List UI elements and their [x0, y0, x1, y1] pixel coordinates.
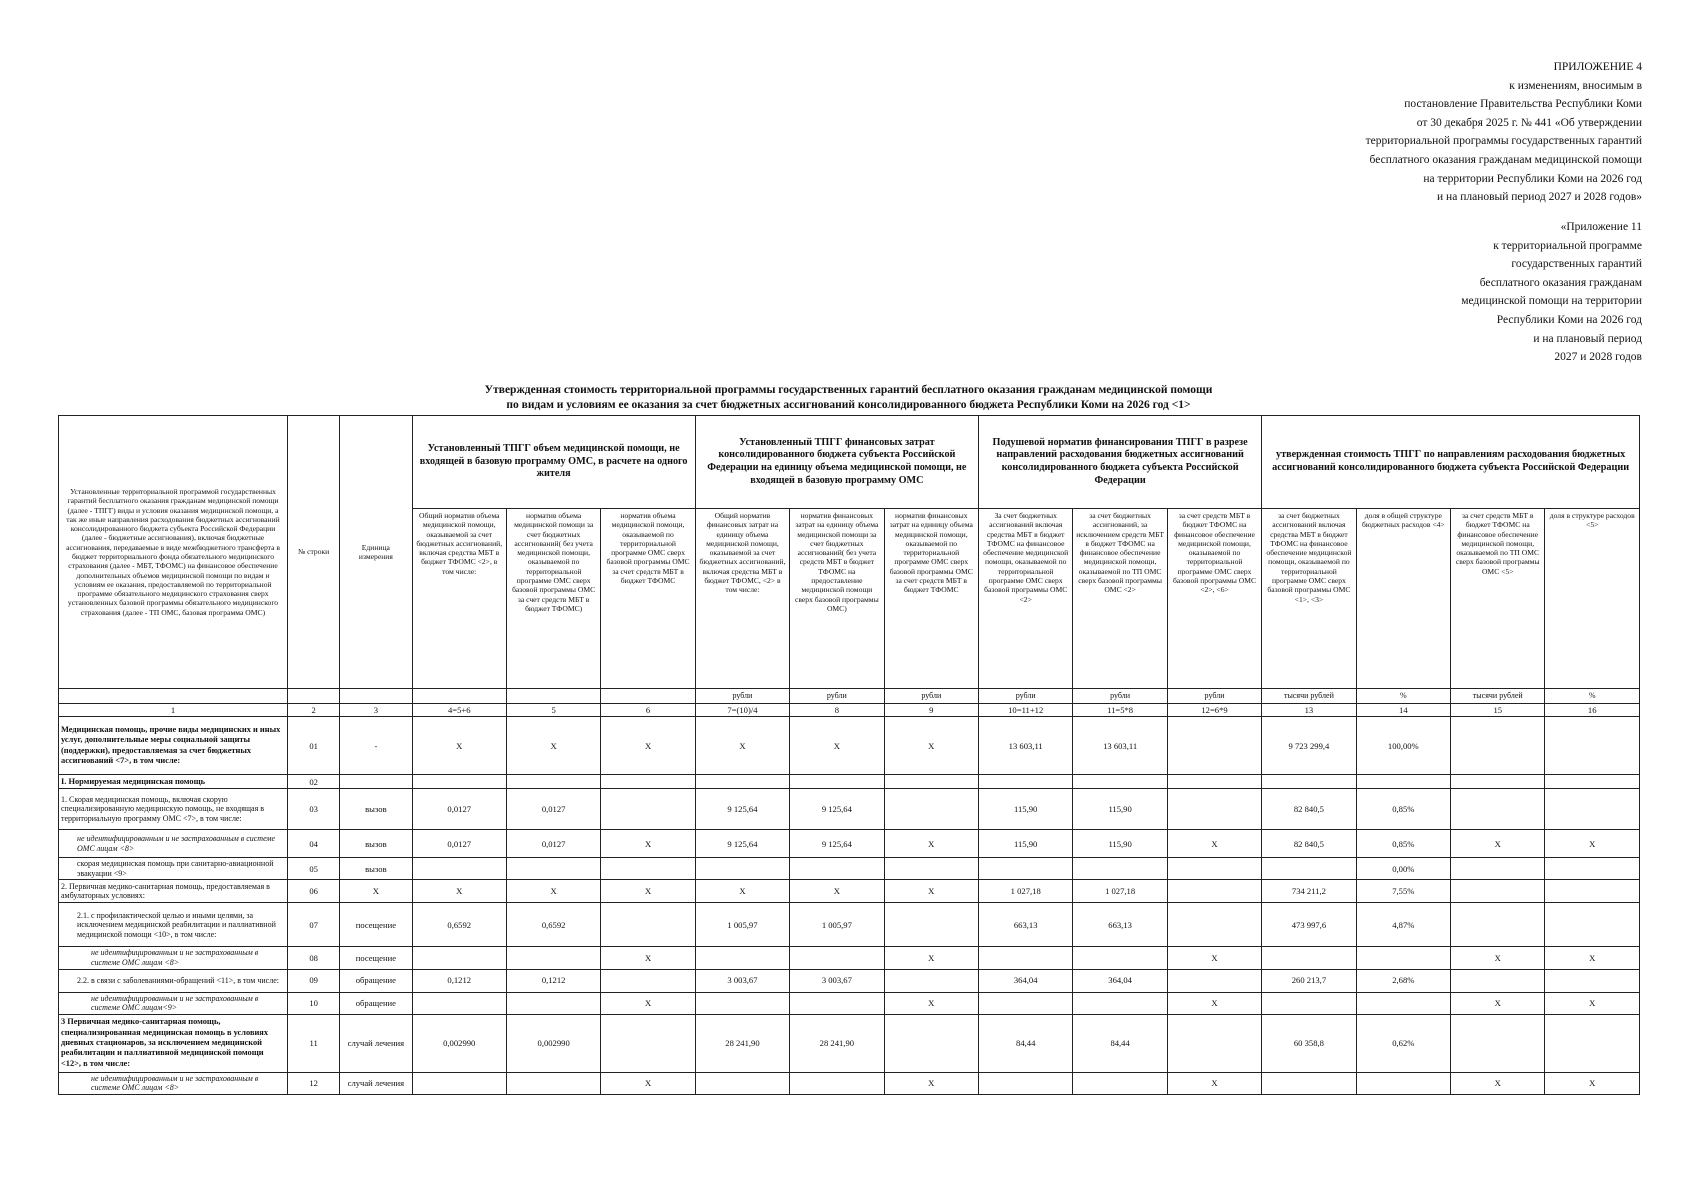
row-unit: вызов: [340, 789, 412, 830]
value-cell: [506, 992, 600, 1014]
row-number: 08: [288, 947, 340, 969]
header-row-number: № строки: [288, 416, 340, 689]
column-number-cell: 5: [506, 704, 600, 717]
sub-appendix-line: «Приложение 11: [1560, 221, 1642, 233]
value-cell: 1 005,97: [695, 903, 789, 947]
row-unit: X: [340, 880, 412, 903]
row-number: 10: [288, 992, 340, 1014]
value-cell: 0,85%: [1356, 830, 1450, 858]
value-cell: 84,44: [1073, 1014, 1167, 1072]
column-number-cell: 13: [1262, 704, 1356, 717]
value-cell: 1 005,97: [790, 903, 884, 947]
row-label: не идентифицированным и не застрахованным в системе ОМС лицам <8>: [59, 830, 288, 858]
value-cell: [695, 1072, 789, 1094]
value-cell: [1073, 775, 1167, 789]
title-line-2: по видам и условиям ее оказания за счет бюджетных ассигнований консолидированного бюджета Республики Коми на 2026 год <1>: [506, 399, 1191, 411]
table-row: [59, 789, 1640, 830]
value-cell: [1451, 969, 1545, 992]
table-row: [59, 880, 1640, 903]
value-cell: 663,13: [1073, 903, 1167, 947]
sub-header-cell: Общий норматив объема медицинской помощи, оказываемой за счет бюджетных ассигнований, включая средства МБТ в бюджет ТФОМС <2>, в том числе:: [412, 509, 506, 689]
row-label: не идентифицированным и не застрахованным в системе ОМС лицам <8>: [59, 1072, 288, 1094]
value-cell: [790, 1072, 884, 1094]
appendix-line: постановление Правительства Республики Коми: [1404, 98, 1642, 111]
row-number: 11: [288, 1014, 340, 1072]
value-cell: 1 027,18: [979, 880, 1073, 903]
value-cell: [1356, 947, 1450, 969]
sub-header-cell: норматив финансовых затрат на единицу объема медицинской помощи за счет бюджетных ассигнований( без учета средств МБТ в бюджет ТФОМС на предоставление медицинской помощи сверх базовой программы ОМС): [790, 509, 884, 689]
value-cell: 84,44: [979, 1014, 1073, 1072]
row-unit: случай лечения: [340, 1014, 412, 1072]
row-label: скорая медицинская помощь при санитарно-авиационной эвакуации <9>: [59, 858, 288, 880]
value-cell: [979, 858, 1073, 880]
row-number: 03: [288, 789, 340, 830]
value-cell: 4,87%: [1356, 903, 1450, 947]
value-cell: [884, 969, 978, 992]
value-cell: [1167, 717, 1261, 775]
unit-cell: рубли: [1167, 689, 1261, 704]
value-cell: 28 241,90: [790, 1014, 884, 1072]
value-cell: [790, 992, 884, 1014]
value-cell: X: [695, 880, 789, 903]
value-cell: [790, 858, 884, 880]
value-cell: [1167, 775, 1261, 789]
value-cell: 9 125,64: [790, 789, 884, 830]
value-cell: [1451, 717, 1545, 775]
sub-header-cell: Общий норматив финансовых затрат на единицу объема медицинской помощи, оказываемой за счет бюджетных ассигнований, включая средства МБТ в бюджет ТФОМС, <2> в том числе:: [695, 509, 789, 689]
value-cell: [1262, 992, 1356, 1014]
value-cell: [695, 992, 789, 1014]
value-cell: 115,90: [979, 789, 1073, 830]
table-row: [59, 903, 1640, 947]
value-cell: [884, 789, 978, 830]
value-cell: X: [1167, 830, 1261, 858]
value-cell: 9 125,64: [695, 789, 789, 830]
value-cell: [1262, 858, 1356, 880]
sub-header-cell: за счет средств МБТ в бюджет ТФОМС на финансовое обеспечение медицинской помощи, оказываемой по территориальной программе ОМС сверх базовой программы ОМС <2>, <6>: [1167, 509, 1261, 689]
unit-cell: %: [1545, 689, 1640, 704]
value-cell: [1167, 1014, 1261, 1072]
cost-table: [58, 415, 1640, 1095]
value-cell: [884, 903, 978, 947]
value-cell: [506, 1072, 600, 1094]
table-row: [59, 992, 1640, 1014]
header-unit: Единица измерения: [340, 416, 412, 689]
title-line-1: Утвержденная стоимость территориальной программы государственных гарантий бесплатного оказания гражданам медицинской помощи: [484, 384, 1213, 396]
appendix-line: и на плановый период 2027 и 2028 годов»: [1437, 191, 1642, 204]
column-number-cell: 1: [59, 704, 288, 717]
sub-header-cell: за счет бюджетных ассигнований включая средства МБТ в бюджет ТФОМС на финансовое обеспечение медицинской помощи, оказываемой по территориальной программе ОМС сверх базовой программы ОМС <1>, <3>: [1262, 509, 1356, 689]
value-cell: 115,90: [979, 830, 1073, 858]
row-label: 1. Скорая медицинская помощь, включая скорую специализированную медицинскую помощь, не входящая в территориальную программу ОМС <7>, в том числе:: [59, 789, 288, 830]
row-number: 07: [288, 903, 340, 947]
value-cell: [1073, 947, 1167, 969]
value-cell: X: [1451, 947, 1545, 969]
value-cell: [1073, 1072, 1167, 1094]
value-cell: X: [884, 717, 978, 775]
value-cell: [1167, 789, 1261, 830]
header-group-cost-per-unit: Установленный ТПГГ финансовых затрат консолидированного бюджета субъекта Российской Федерации на единицу объема медицинской помощи, не входящей в базовую программу ОМС: [695, 416, 978, 509]
value-cell: X: [1451, 1072, 1545, 1094]
value-cell: 1 027,18: [1073, 880, 1167, 903]
value-cell: [601, 903, 695, 947]
row-unit: вызов: [340, 858, 412, 880]
column-number-cell: 4=5+6: [412, 704, 506, 717]
row-label: 2.1. с профилактической целью и иными целями, за исключением медицинской реабилитации и паллиативной медицинской помощи <10>, в том числе:: [59, 903, 288, 947]
appendix-line: бесплатного оказания гражданам медицинской помощи: [1369, 153, 1642, 166]
unit-cell: рубли: [790, 689, 884, 704]
sub-appendix-line: Республики Коми на 2026 год: [1496, 313, 1642, 326]
sub-appendix-block: [1461, 218, 1642, 367]
appendix-line: от 30 декабря 2025 г. № 441 «Об утверждении: [1416, 116, 1642, 129]
sub-appendix-line: 2027 и 2028 годов: [1554, 351, 1642, 364]
value-cell: [1167, 969, 1261, 992]
value-cell: 9 723 299,4: [1262, 717, 1356, 775]
value-cell: X: [884, 1072, 978, 1094]
header-group-per-capita: Подушевой норматив финансирования ТПГГ в разрезе направлений расходования бюджетных ассигнований консолидированного бюджета субъекта Российской Федерации: [979, 416, 1262, 509]
value-cell: 0,85%: [1356, 789, 1450, 830]
row-label: I. Нормируемая медицинская помощь: [59, 775, 288, 789]
value-cell: 0,00%: [1356, 858, 1450, 880]
value-cell: X: [601, 947, 695, 969]
value-cell: [601, 775, 695, 789]
value-cell: [1545, 880, 1640, 903]
appendix-line: к изменениям, вносимым в: [1509, 79, 1642, 92]
value-cell: X: [506, 717, 600, 775]
value-cell: [1167, 858, 1261, 880]
value-cell: 0,0127: [412, 789, 506, 830]
value-cell: X: [884, 947, 978, 969]
column-number-cell: 10=11+12: [979, 704, 1073, 717]
value-cell: 9 125,64: [695, 830, 789, 858]
row-label: не идентифицированным и не застрахованным в системе ОМС лицам <8>: [59, 947, 288, 969]
value-cell: X: [884, 992, 978, 1014]
value-cell: [1545, 789, 1640, 830]
value-cell: [1073, 858, 1167, 880]
value-cell: 0,6592: [412, 903, 506, 947]
sub-header-cell: За счет бюджетных ассигнований включая средства МБТ в бюджет ТФОМС на финансовое обеспечение медицинской помощи, оказываемой по территориальной программе ОМС сверх базовой программы ОМС <2>: [979, 509, 1073, 689]
value-cell: [695, 775, 789, 789]
value-cell: [884, 1014, 978, 1072]
unit-cell: рубли: [1073, 689, 1167, 704]
value-cell: 0,0127: [506, 789, 600, 830]
value-cell: X: [601, 717, 695, 775]
row-unit: обращение: [340, 992, 412, 1014]
value-cell: [1451, 903, 1545, 947]
value-cell: X: [412, 880, 506, 903]
table-row: [59, 775, 1640, 789]
column-number-cell: 11=5*8: [1073, 704, 1167, 717]
value-cell: [790, 775, 884, 789]
value-cell: [1451, 775, 1545, 789]
sub-header-cell: за счет бюджетных ассигнований, за исключением средств МБТ в бюджет ТФОМС на финансовое обеспечение медицинской помощи, оказываемой по ТП ОМС сверх базовой программы ОМС <2>: [1073, 509, 1167, 689]
value-cell: [506, 858, 600, 880]
value-cell: 2,68%: [1356, 969, 1450, 992]
row-number: 04: [288, 830, 340, 858]
value-cell: X: [790, 717, 884, 775]
table-row: [59, 947, 1640, 969]
sub-appendix-line: и на плановый период: [1533, 332, 1642, 345]
row-number: 09: [288, 969, 340, 992]
value-cell: [506, 947, 600, 969]
value-cell: 82 840,5: [1262, 789, 1356, 830]
value-cell: X: [1545, 1072, 1640, 1094]
column-number-cell: 9: [884, 704, 978, 717]
sub-appendix-line: бесплатного оказания гражданам: [1479, 276, 1642, 289]
table-row: [59, 1072, 1640, 1094]
row-number: 01: [288, 717, 340, 775]
table-row: [59, 858, 1640, 880]
value-cell: 3 003,67: [695, 969, 789, 992]
table-row: [59, 1014, 1640, 1072]
value-cell: [412, 775, 506, 789]
value-cell: [412, 858, 506, 880]
row-unit: [340, 775, 412, 789]
value-cell: X: [601, 830, 695, 858]
row-unit: обращение: [340, 969, 412, 992]
value-cell: 734 211,2: [1262, 880, 1356, 903]
value-cell: 0,1212: [412, 969, 506, 992]
row-number: 05: [288, 858, 340, 880]
value-cell: [1356, 1072, 1450, 1094]
document-title: [0, 383, 1697, 413]
value-cell: 9 125,64: [790, 830, 884, 858]
value-cell: 473 997,6: [1262, 903, 1356, 947]
column-number-cell: 16: [1545, 704, 1640, 717]
value-cell: 115,90: [1073, 789, 1167, 830]
value-cell: [884, 858, 978, 880]
sub-header-cell: за счет средств МБТ в бюджет ТФОМС на финансовое обеспечение медицинской помощи, оказываемой по ТП ОМС сверх базовой программы ОМС <5>: [1451, 509, 1545, 689]
row-unit: вызов: [340, 830, 412, 858]
header-group-volume: Установленный ТПГГ объем медицинской помощи, не входящей в базовую программу ОМС, в расчете на одного жителя: [412, 416, 695, 509]
value-cell: 100,00%: [1356, 717, 1450, 775]
value-cell: [1451, 789, 1545, 830]
value-cell: 364,04: [1073, 969, 1167, 992]
value-cell: 260 213,7: [1262, 969, 1356, 992]
value-cell: X: [1167, 992, 1261, 1014]
value-cell: X: [1451, 992, 1545, 1014]
value-cell: 0,002990: [412, 1014, 506, 1072]
value-cell: [1356, 992, 1450, 1014]
value-cell: [412, 947, 506, 969]
header-left-description: Установленные территориальной программой государственных гарантий бесплатного оказания гражданам медицинской помощи (далее - ТПГГ) виды и условия оказания медицинской помощи, а так же иные направления расходования бюджетных ассигнований консолидированного бюджета субъекта Российской Федерации (далее - бюджетные ассигнования), включая бюджетные ассигнования, передаваемые в виде межбюджетного трансферта в бюджет территориального фонда обязательного медицинского страхования (далее - МБТ, ТФОМС) на финансовое обеспечение дополнительных объемов медицинской помощи по видам и условиям ее оказания, предоставляемой по территориальной программе обязательного медицинского страхования сверх установленных базовой программы обязательного медицинского страхования (далее - ТП ОМС, базовая программа ОМС): [59, 416, 288, 689]
unit-cell: %: [1356, 689, 1450, 704]
unit-cell: [59, 689, 288, 704]
value-cell: [1545, 775, 1640, 789]
appendix-block: [1366, 58, 1642, 207]
value-cell: 0,002990: [506, 1014, 600, 1072]
row-unit: случай лечения: [340, 1072, 412, 1094]
value-cell: 13 603,11: [1073, 717, 1167, 775]
unit-cell: [506, 689, 600, 704]
value-cell: X: [884, 880, 978, 903]
value-cell: 7,55%: [1356, 880, 1450, 903]
table-header: [59, 416, 1640, 717]
column-number-cell: 8: [790, 704, 884, 717]
row-label: не идентифицированным и не застрахованным в системе ОМС лицам<9>: [59, 992, 288, 1014]
value-cell: [1451, 880, 1545, 903]
row-number: 12: [288, 1072, 340, 1094]
unit-cell: тысячи рублей: [1451, 689, 1545, 704]
row-label: 2.2. в связи с заболеваниями-обращений <11>, в том числе:: [59, 969, 288, 992]
appendix-line: на территории Республики Коми на 2026 год: [1423, 172, 1642, 185]
value-cell: 28 241,90: [695, 1014, 789, 1072]
column-number-cell: 3: [340, 704, 412, 717]
row-unit: -: [340, 717, 412, 775]
value-cell: 60 358,8: [1262, 1014, 1356, 1072]
unit-cell: [412, 689, 506, 704]
column-numbers-row: [59, 704, 1640, 717]
value-cell: X: [1545, 947, 1640, 969]
value-cell: [1262, 947, 1356, 969]
value-cell: [1545, 903, 1640, 947]
value-cell: X: [1545, 992, 1640, 1014]
value-cell: [506, 775, 600, 789]
value-cell: 663,13: [979, 903, 1073, 947]
sub-appendix-line: к территориальной программе: [1493, 239, 1642, 252]
value-cell: [1356, 775, 1450, 789]
value-cell: [1545, 717, 1640, 775]
value-cell: [1545, 858, 1640, 880]
row-unit: посещение: [340, 947, 412, 969]
value-cell: [979, 947, 1073, 969]
value-cell: 13 603,11: [979, 717, 1073, 775]
value-cell: [601, 969, 695, 992]
value-cell: [979, 992, 1073, 1014]
value-cell: [412, 1072, 506, 1094]
row-label: Медицинская помощь, прочие виды медицинских и иных услуг, дополнительные меры социальной защиты (поддержки), предоставляемая за счет бюджетных ассигнований <7>, в том числе:: [59, 717, 288, 775]
value-cell: X: [506, 880, 600, 903]
value-cell: [695, 947, 789, 969]
sub-header-cell: доля в структуре расходов <5>: [1545, 509, 1640, 689]
value-cell: X: [1167, 947, 1261, 969]
table-row: [59, 717, 1640, 775]
row-number: 06: [288, 880, 340, 903]
value-cell: [695, 858, 789, 880]
sub-appendix-line: государственных гарантий: [1511, 258, 1642, 271]
value-cell: [1167, 903, 1261, 947]
appendix-line: территориальной программы государственных гарантий: [1365, 135, 1642, 148]
column-number-cell: 7=(10)/4: [695, 704, 789, 717]
value-cell: [884, 775, 978, 789]
value-cell: X: [695, 717, 789, 775]
unit-cell: тысячи рублей: [1262, 689, 1356, 704]
value-cell: X: [1451, 830, 1545, 858]
value-cell: X: [601, 1072, 695, 1094]
value-cell: [979, 1072, 1073, 1094]
value-cell: 82 840,5: [1262, 830, 1356, 858]
value-cell: X: [884, 830, 978, 858]
appendix-line: ПРИЛОЖЕНИЕ 4: [1553, 61, 1642, 73]
value-cell: [1451, 1014, 1545, 1072]
sub-appendix-line: медицинской помощи на территории: [1461, 295, 1642, 308]
value-cell: X: [601, 992, 695, 1014]
value-cell: [1073, 992, 1167, 1014]
table-row: [59, 830, 1640, 858]
value-cell: 0,0127: [412, 830, 506, 858]
row-label: 3 Первичная медико-санитарная помощь, специализированная медицинская помощь в условиях дневных стационаров, за исключением медицинской реабилитации и паллиативной медицинской помощи <12>, в том числе:: [59, 1014, 288, 1072]
unit-cell: рубли: [695, 689, 789, 704]
row-number: 02: [288, 775, 340, 789]
value-cell: [1262, 1072, 1356, 1094]
value-cell: 115,90: [1073, 830, 1167, 858]
value-cell: [601, 789, 695, 830]
value-cell: 3 003,67: [790, 969, 884, 992]
column-number-cell: 12=6*9: [1167, 704, 1261, 717]
value-cell: [1545, 969, 1640, 992]
column-number-cell: 14: [1356, 704, 1450, 717]
units-row: [59, 689, 1640, 704]
value-cell: 0,0127: [506, 830, 600, 858]
sub-header-cell: доля в общей структуре бюджетных расходов <4>: [1356, 509, 1450, 689]
column-number-cell: 6: [601, 704, 695, 717]
table-body: [59, 717, 1640, 1095]
value-cell: [601, 858, 695, 880]
value-cell: X: [412, 717, 506, 775]
value-cell: 0,6592: [506, 903, 600, 947]
value-cell: [412, 992, 506, 1014]
unit-cell: [288, 689, 340, 704]
value-cell: 0,62%: [1356, 1014, 1450, 1072]
column-number-cell: 15: [1451, 704, 1545, 717]
sub-header-cell: норматив объема медицинской помощи, оказываемой по территориальной программе ОМС сверх базовой программы ОМС за счет средств МБТ в бюджет ТФОМС: [601, 509, 695, 689]
value-cell: 364,04: [979, 969, 1073, 992]
value-cell: X: [790, 880, 884, 903]
value-cell: [1545, 1014, 1640, 1072]
column-number-cell: 2: [288, 704, 340, 717]
row-label: 2. Первичная медико-санитарная помощь, предоставляемая в амбулаторных условиях:: [59, 880, 288, 903]
value-cell: [1167, 880, 1261, 903]
sub-header-cell: норматив объема медицинской помощи за счет бюджетных ассигнований( без учета медицинской помощи, оказываемой по территориальной программе ОМС сверх базовой программы ОМС за счет средств МБТ в бюджет ТФОМС): [506, 509, 600, 689]
table-row: [59, 969, 1640, 992]
unit-cell: рубли: [979, 689, 1073, 704]
value-cell: [979, 775, 1073, 789]
header-group-approved-cost: утвержденная стоимость ТПГГ по направлениям расходования бюджетных ассигнований консолидированного бюджета субъекта Российской Федерации: [1262, 416, 1640, 509]
row-unit: посещение: [340, 903, 412, 947]
sub-header-cell: норматив финансовых затрат на единицу объема медицинской помощи, оказываемой по территориальной программе ОМС сверх базовой программы ОМС за счет средств МБТ в бюджет ТФОМС: [884, 509, 978, 689]
value-cell: [790, 947, 884, 969]
unit-cell: [601, 689, 695, 704]
value-cell: X: [601, 880, 695, 903]
unit-cell: рубли: [884, 689, 978, 704]
value-cell: X: [1545, 830, 1640, 858]
value-cell: X: [1167, 1072, 1261, 1094]
value-cell: [1451, 858, 1545, 880]
unit-cell: [340, 689, 412, 704]
value-cell: 0,1212: [506, 969, 600, 992]
value-cell: [601, 1014, 695, 1072]
value-cell: [1262, 775, 1356, 789]
